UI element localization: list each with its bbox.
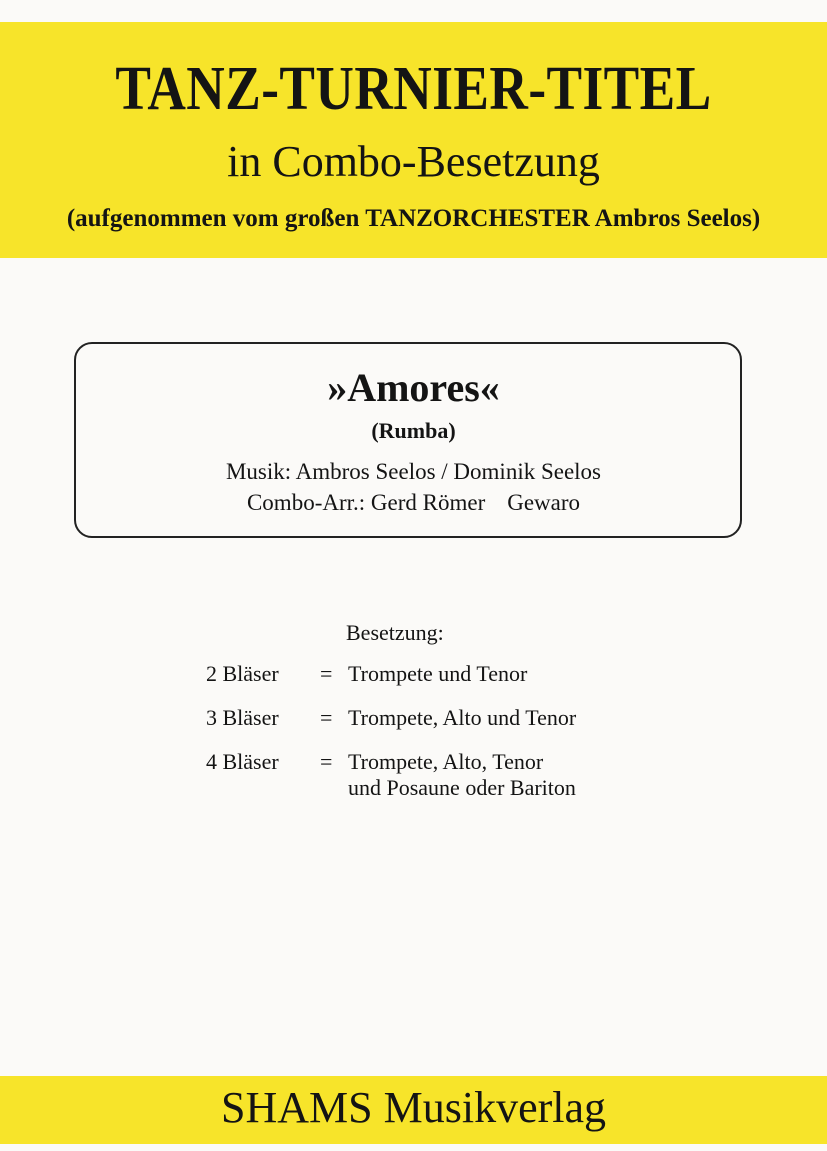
instrument-description-line2: und Posaune oder Bariton <box>348 775 576 800</box>
instrument-count: 4 Bläser <box>206 749 279 774</box>
music-credit: Musik: Ambros Seelos / Dominik Seelos <box>225 459 602 484</box>
arranger-credit-line <box>0 491 827 514</box>
publisher-name: SHAMS Musikverlag <box>220 1083 607 1132</box>
instrument-description-line1: Trompete, Alto, Tenor <box>348 749 544 774</box>
main-title: TANZ-TURNIER-TITEL <box>115 55 712 123</box>
instrument-count: 3 Bläser <box>206 705 279 730</box>
instrument-description <box>348 749 576 801</box>
arranger-company: Gewaro <box>507 490 581 515</box>
song-title: »Amores« <box>327 365 500 410</box>
equals-sign: = <box>320 749 333 774</box>
instrument-description: Trompete und Tenor <box>348 661 528 686</box>
equals-sign: = <box>320 705 333 730</box>
subtitle: in Combo-Besetzung <box>227 137 600 186</box>
instrument-count: 2 Bläser <box>206 661 279 686</box>
recording-note: (aufgenommen vom großen TANZORCHESTER Ambros Seelos) <box>66 205 761 232</box>
instrument-description: Trompete, Alto und Tenor <box>348 705 577 730</box>
instrumentation-heading: Besetzung: <box>346 620 444 645</box>
equals-sign: = <box>320 661 333 686</box>
song-style: (Rumba) <box>371 418 456 443</box>
arranger-credit: Combo-Arr.: Gerd Römer <box>246 490 486 515</box>
